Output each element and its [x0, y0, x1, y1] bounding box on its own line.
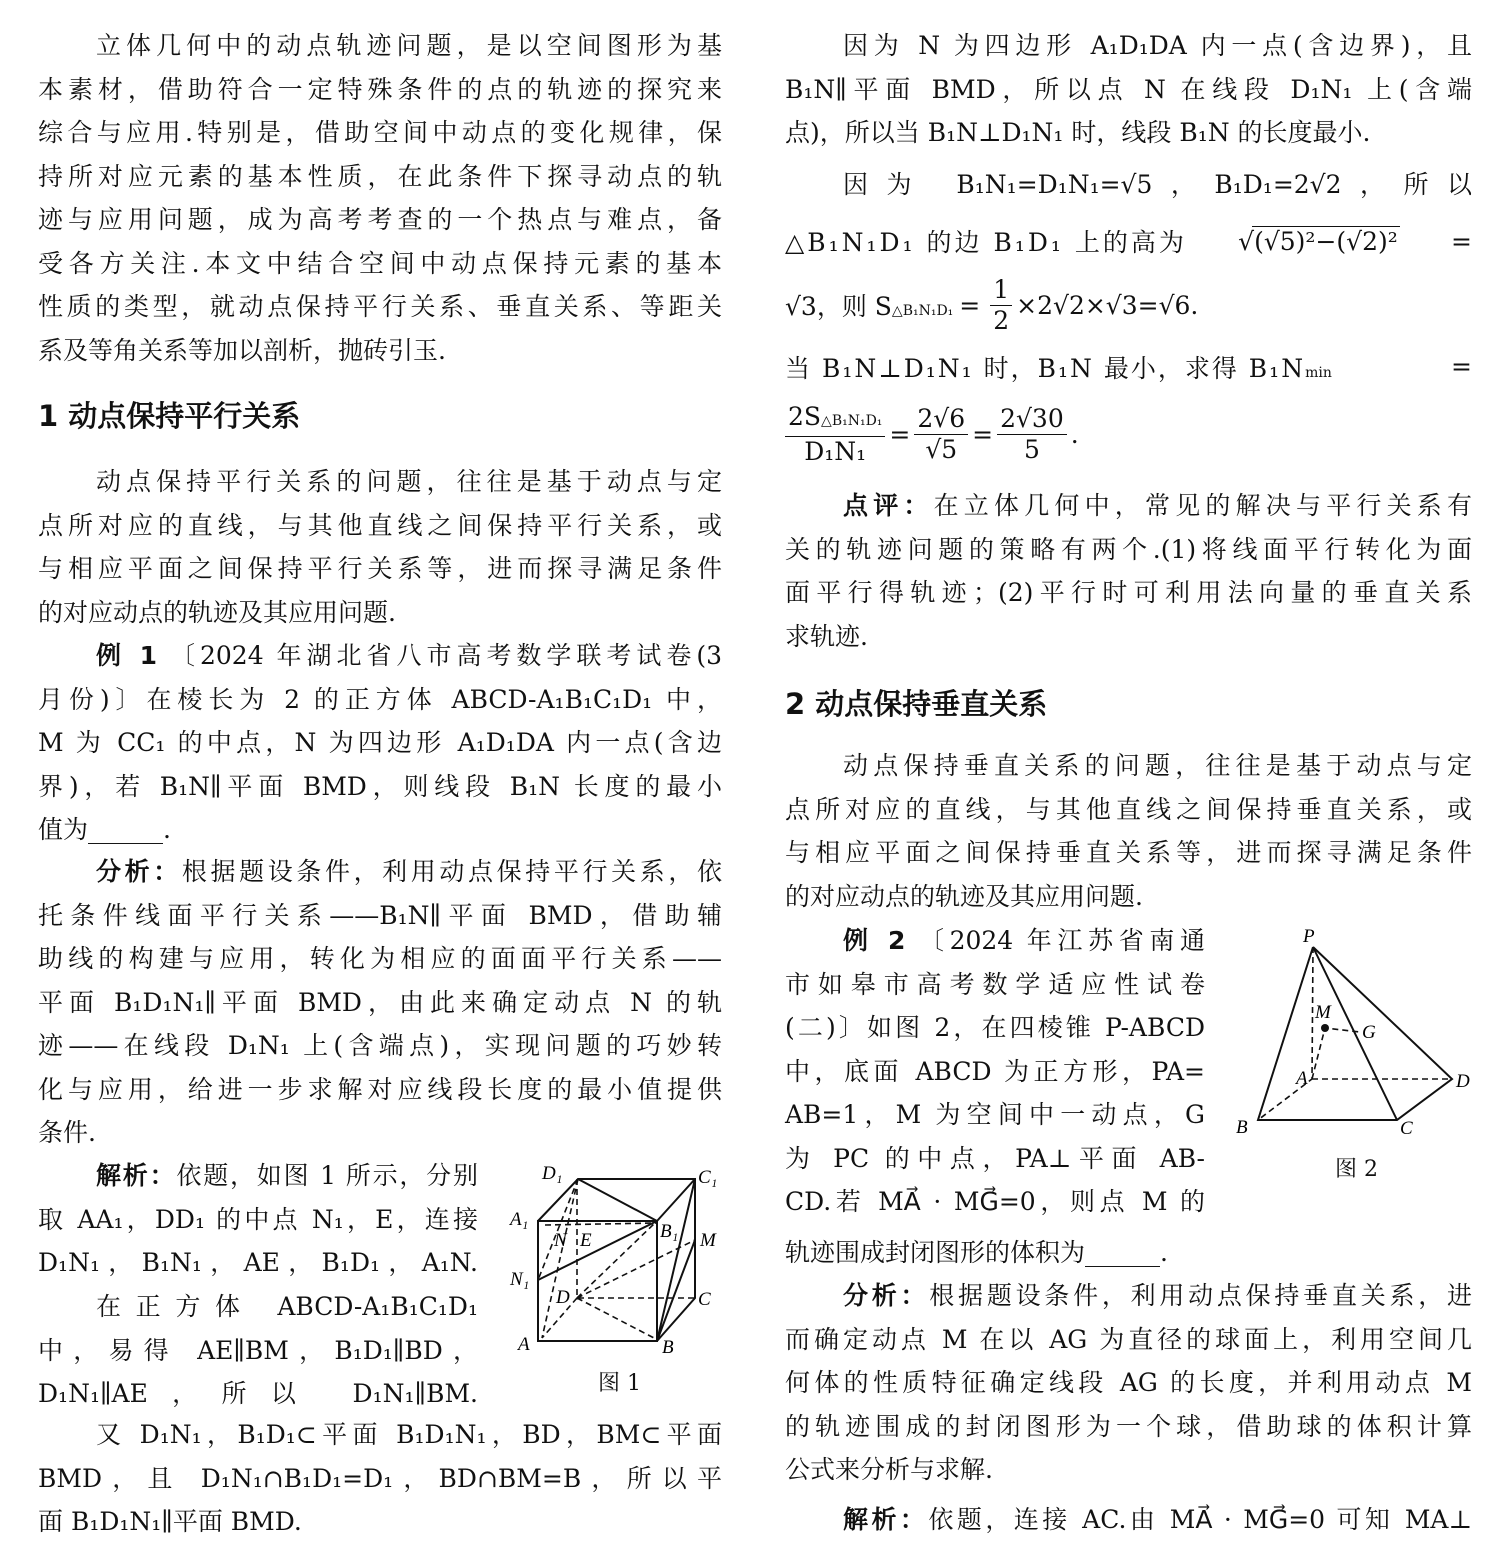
height-text: △B₁N₁D₁ 的边 B₁D₁ 上的高为 — [785, 228, 1187, 257]
line-text: 市如皋市高考数学适应性试卷 — [785, 969, 1205, 999]
text-line — [38, 460, 722, 504]
text-line — [38, 678, 722, 722]
example1 — [38, 634, 722, 852]
text-line — [38, 850, 722, 894]
text-line — [38, 981, 722, 1025]
section-heading-1: 1 动点保持平行关系 — [38, 399, 301, 433]
text-line — [785, 1498, 1472, 1542]
text-line — [38, 1372, 478, 1416]
review1 — [785, 484, 1472, 658]
min-length-line — [785, 345, 1472, 388]
section1-paragraph — [38, 460, 722, 634]
text-line — [38, 1413, 722, 1457]
figure-1-caption: 图 1 — [598, 1371, 641, 1396]
text-line — [785, 68, 1472, 112]
text-line — [38, 1198, 478, 1242]
label-C1: C₁ — [698, 1167, 718, 1188]
line-text: 依题，连接 AC.由 MA⃗ · MG⃗=0 可知 MA⊥ — [928, 1505, 1472, 1534]
text-line — [38, 24, 722, 68]
line-text: 的轨迹围成的封闭图形为一个球，借助球的体积计算 — [785, 1411, 1472, 1441]
eq-1: = — [889, 419, 911, 449]
label-bold: 分析： — [843, 1281, 930, 1310]
text-line — [785, 1231, 1472, 1275]
area-pre: √3，则 S — [785, 292, 892, 321]
num-text: 2S — [788, 401, 822, 431]
line-text: 动点保持垂直关系的问题，往往是基于动点与定 — [843, 751, 1472, 780]
text-line — [785, 1137, 1205, 1181]
label-bold: 例 1 — [96, 641, 158, 670]
solution1-part-c — [38, 1413, 722, 1544]
line-text: 本素材，借助符合一定特殊条件的点的轨迹的探究来 — [38, 74, 722, 104]
line-text: 取 AA₁，DD₁ 的中点 N₁，E，连接 — [38, 1204, 478, 1234]
solution1-part-a — [38, 1154, 478, 1285]
text-line — [785, 571, 1472, 615]
line-text: (二)〕如图 2，在四棱锥 P-ABCD — [785, 1013, 1205, 1042]
line-text: AB=1，M 为空间中一动点，G — [785, 1100, 1205, 1129]
height-radical: √(√5)²−(√2)² — [1238, 226, 1398, 256]
frac-num: 2√6 — [914, 404, 968, 435]
line-text: 依题，如图 1 所示，分别 — [176, 1161, 478, 1190]
period: . — [1070, 419, 1079, 449]
label-bold: 解析： — [843, 1505, 929, 1534]
line-text: 中，易得 AE∥BM，B₁D₁∥BD， — [38, 1335, 478, 1365]
line-text: 持所对应元素的基本性质，在此条件下探寻动点的轨 — [38, 161, 722, 191]
line-text: 面平行得轨迹；(2)平行时可利用法向量的垂直关系 — [785, 578, 1472, 607]
text-line — [785, 111, 1472, 155]
frac-den: 5 — [1023, 434, 1040, 464]
text-line — [38, 721, 722, 765]
label-N1: N₁ — [510, 1269, 530, 1290]
text-line — [785, 528, 1472, 572]
label-A: A — [518, 1334, 530, 1355]
label-A1: A₁ — [510, 1209, 529, 1230]
section-heading-2: 2 动点保持垂直关系 — [785, 687, 1048, 721]
text-line — [38, 285, 722, 329]
line-text: 在立体几何中，常见的解决与平行关系有 — [933, 491, 1472, 520]
frac-num: 2√30 — [997, 404, 1067, 435]
text-line — [785, 1180, 1205, 1224]
label-P: P — [1303, 926, 1315, 947]
line-text: 迹——在线段 D₁N₁ 上(含端点)，实现问题的巧妙转 — [38, 1031, 722, 1060]
text-line — [785, 875, 1472, 919]
text-line — [38, 1111, 722, 1155]
analysis2 — [785, 1274, 1472, 1492]
label-E: E — [580, 1230, 592, 1251]
text-line — [38, 329, 722, 373]
line-text: 与相应平面之间保持垂直关系等，进而探寻满足条件 — [785, 838, 1472, 867]
label-D: D — [556, 1287, 570, 1308]
text-line — [38, 1329, 478, 1373]
label-bold: 解析： — [96, 1161, 177, 1190]
text-line — [785, 1006, 1205, 1050]
frac-den: 2 — [993, 305, 1010, 335]
text-line — [38, 591, 722, 635]
num-sub: △B₁N₁D₁ — [821, 412, 883, 429]
line-text: 月份)〕在棱长为 2 的正方体 ABCD-A₁B₁C₁D₁ 中， — [38, 684, 722, 714]
line-text: CD.若 MA⃗ · MG⃗=0，则点 M 的 — [785, 1187, 1205, 1216]
label-N: N — [554, 1230, 567, 1251]
line-text: 动点保持平行关系的问题，往往是基于动点与定 — [96, 467, 722, 496]
line-text: 面 B₁D₁N₁∥平面 BMD. — [38, 1507, 302, 1536]
line-text: 平面 B₁D₁N₁∥平面 BMD，由此来确定动点 N 的轨 — [38, 987, 722, 1017]
figure-2-caption: 图 2 — [1335, 1157, 1378, 1182]
line-text: 何体的性质特征确定线段 AG 的长度，并利用动点 M — [785, 1368, 1472, 1397]
line-text: D₁N₁∥AE，所以 D₁N₁∥BM. — [38, 1379, 478, 1408]
line-text: 界)，若 B₁N∥平面 BMD，则线段 B₁N 长度的最小 — [38, 771, 722, 801]
label-B: B — [662, 1337, 674, 1358]
text-line — [785, 24, 1472, 68]
line-text: 点所对应的直线，与其他直线之间保持平行关系，或 — [38, 510, 722, 540]
line-text: 立体几何中的动点轨迹问题，是以空间图形为基 — [96, 31, 722, 60]
line-text: 在正方体 ABCD-A₁B₁C₁D₁ — [96, 1292, 478, 1321]
area-post: ×2√2×√3=√6. — [1016, 290, 1199, 320]
text-line — [785, 1274, 1472, 1318]
label-M: M — [700, 1230, 716, 1251]
line-text: 与相应平面之间保持平行关系等，进而探寻满足条件 — [38, 554, 722, 583]
frac-den: √5 — [925, 434, 958, 464]
label-D: D — [1456, 1071, 1470, 1092]
line-text: 为 PC 的中点，PA⊥平面 AB- — [785, 1143, 1205, 1173]
frac-num — [785, 402, 885, 437]
label-bold: 分析： — [96, 857, 182, 886]
text-line — [38, 1154, 478, 1198]
line-text: 中，底面 ABCD 为正方形，PA= — [785, 1056, 1205, 1086]
text-line — [38, 808, 722, 852]
solution1-continued — [785, 24, 1472, 155]
solution2 — [785, 1498, 1472, 1542]
text-line — [785, 919, 1205, 963]
line-text: 关的轨迹问题的策略有两个.(1)将线面平行转化为面 — [785, 534, 1472, 564]
line-text: 公式来分析与求解. — [785, 1455, 993, 1484]
section2-paragraph — [785, 744, 1472, 918]
text-line — [785, 744, 1472, 788]
line-text: 性质的类型，就动点保持平行关系、垂直关系、等距关 — [38, 292, 722, 321]
line-text: 的对应动点的轨迹及其应用问题. — [38, 597, 396, 627]
text-line — [38, 894, 722, 938]
frac-num: 1 — [990, 275, 1012, 306]
solution1-part-b — [38, 1285, 478, 1416]
min-length-fraction-line — [785, 398, 1079, 470]
text-line — [38, 765, 722, 809]
area-eq: = — [959, 290, 981, 320]
text-line — [785, 1405, 1472, 1449]
area-formula-line — [785, 275, 1198, 335]
fraction-result — [997, 404, 1067, 465]
figure-2-pyramid-diagram — [1220, 920, 1490, 1140]
line-text: BMD，且 D₁N₁∩B₁D₁=D₁，BD∩BM=B，所以平 — [38, 1463, 722, 1493]
label-C: C — [1400, 1118, 1413, 1139]
example2-end — [785, 1231, 1472, 1275]
text-line — [785, 788, 1472, 832]
line-text: 点)，所以当 B₁N⊥D₁N₁ 时，线段 B₁N 的长度最小. — [785, 118, 1371, 147]
line-text: 系及等角关系等加以剖析，抛砖引玉. — [38, 335, 446, 365]
point-M-dot — [1321, 1024, 1329, 1032]
intro-paragraph — [38, 24, 722, 372]
line-text: 因为 N 为四边形 A₁D₁DA 内一点(含边界)，且 — [843, 31, 1472, 60]
text-line — [38, 1500, 722, 1544]
min-eq: = — [1451, 352, 1472, 381]
pyramid-solid-edges — [1258, 947, 1452, 1120]
label-M: M — [1315, 1002, 1331, 1023]
text-line — [785, 163, 1472, 207]
line-text: 根据题设条件，利用动点保持平行关系，依 — [181, 857, 722, 886]
analysis1 — [38, 850, 722, 1155]
line-text: 托条件线面平行关系——B₁N∥平面 BMD，借助辅 — [38, 900, 722, 930]
min-text: 当 B₁N⊥D₁N₁ 时，B₁N 最小，求得 B₁N — [785, 353, 1306, 383]
text-line — [785, 615, 1472, 659]
text-line — [38, 1285, 478, 1329]
equals-sign: = — [1451, 226, 1472, 256]
line-text: 因为 B₁N₁=D₁N₁=√5，B₁D₁=2√2，所以 — [843, 170, 1472, 199]
text-line — [785, 831, 1472, 875]
line-text: B₁N∥平面 BMD，所以点 N 在线段 D₁N₁ 上(含端 — [785, 74, 1472, 104]
line-text: 的对应动点的轨迹及其应用问题. — [785, 881, 1143, 911]
line-text: 又 D₁N₁，B₁D₁⊂平面 B₁D₁N₁，BD，BM⊂平面 — [96, 1420, 722, 1449]
text-line — [38, 111, 722, 155]
text-line — [785, 1361, 1472, 1405]
text-line — [38, 504, 722, 548]
text-line — [38, 198, 722, 242]
solution1-lengths — [785, 163, 1472, 207]
min-subscript: min — [1305, 364, 1332, 381]
label-A: A — [1296, 1068, 1308, 1089]
eq-2: = — [972, 419, 994, 449]
line-text: 综合与应用.特别是，借助空间中动点的变化规律，保 — [38, 118, 722, 147]
text-line — [38, 155, 722, 199]
line-text: M 为 CC₁ 的中点，N 为四边形 A₁D₁DA 内一点(含边 — [38, 728, 722, 757]
text-line — [38, 1241, 478, 1285]
line-text: 化与应用，给进一步求解对应线段长度的最小值提供 — [38, 1074, 722, 1104]
figure-1-cube-diagram — [500, 1150, 740, 1360]
text-line — [785, 963, 1205, 1007]
text-line — [38, 242, 722, 286]
label-C: C — [698, 1289, 711, 1310]
label-D1: D₁ — [542, 1163, 563, 1184]
line-text: 受各方关注.本文中结合空间中动点保持元素的基本 — [38, 248, 722, 278]
text-line — [38, 1068, 722, 1112]
text-line — [38, 68, 722, 112]
line-text: 根据题设条件，利用动点保持垂直关系，进 — [929, 1281, 1472, 1310]
text-line — [785, 484, 1472, 528]
line-text: 求轨迹. — [785, 621, 868, 651]
fraction-2sqrt6-over-sqrt5 — [914, 404, 968, 465]
line-text: 助线的构建与应用，转化为相应的面面平行关系—— — [38, 944, 722, 973]
line-text: 而确定动点 M 在以 AG 为直径的球面上，利用空间几 — [785, 1324, 1472, 1354]
text-line — [785, 1448, 1472, 1492]
line-text: 〔2024 年湖北省八市高考数学联考试卷(3 — [157, 641, 722, 670]
cube-hidden-edges — [538, 1179, 695, 1338]
height-formula-line — [785, 218, 1472, 264]
label-bold: 例 2 — [843, 926, 906, 955]
example2 — [785, 919, 1205, 1224]
text-line — [38, 547, 722, 591]
line-text: 点所对应的直线，与其他直线之间保持垂直关系，或 — [785, 794, 1472, 824]
label-bold: 点评： — [843, 491, 934, 520]
text-line — [785, 1050, 1205, 1094]
fraction-area-over-side — [785, 402, 885, 467]
label-B1: B₁ — [660, 1221, 679, 1242]
line-text: 〔2024 年江苏省南通 — [905, 926, 1205, 955]
text-line — [38, 1457, 722, 1501]
text-line — [38, 1024, 722, 1068]
text-line — [785, 1093, 1205, 1137]
line-text: D₁N₁，B₁N₁，AE，B₁D₁，A₁N. — [38, 1248, 478, 1277]
fraction-one-half — [990, 275, 1012, 336]
text-line — [38, 937, 722, 981]
text-line — [785, 1318, 1472, 1362]
radicand: (√5)²−(√2)² — [1254, 226, 1398, 256]
label-B: B — [1236, 1117, 1248, 1138]
label-G: G — [1362, 1022, 1376, 1043]
text-line — [38, 634, 722, 678]
line-text: 值为______. — [38, 815, 171, 844]
line-text: 条件. — [38, 1118, 96, 1147]
frac-den: D₁N₁ — [804, 436, 867, 466]
line-text: 轨迹围成封闭图形的体积为______. — [785, 1238, 1168, 1267]
area-subscript: △B₁N₁D₁ — [891, 303, 954, 319]
line-text: 迹与应用问题，成为高考考查的一个热点与难点，备 — [38, 205, 722, 234]
